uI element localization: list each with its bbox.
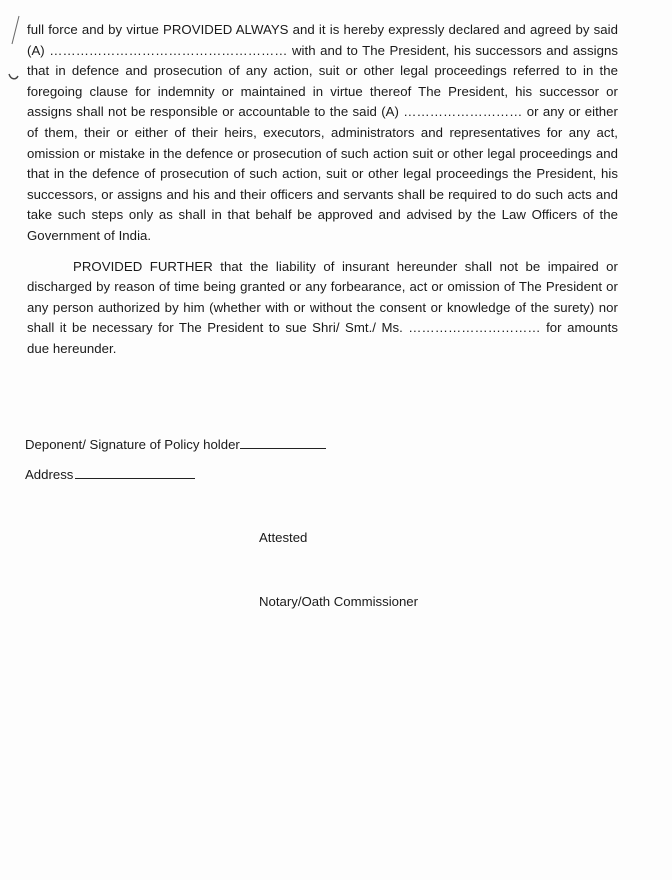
deponent-signature-line (240, 438, 326, 449)
address-row (25, 466, 195, 484)
address-label: Address (25, 467, 74, 482)
address-line (75, 468, 195, 479)
attested-label: Attested (259, 530, 308, 545)
paragraph-provided-always: full force and by virtue PROVIDED ALWAYS and it is hereby expressly declared and agreed by said (A) ……………………………………………… with and to The President, his successors and assigns that in defence and prosecution of any action, suit or other legal proceedings referred to in the foregoing clause for indemnity or maintained in virtue thereof The President, his successor or assigns shall not be responsible or accountable to the said (A) ……………………… or any or either of them, their or either of their heirs, executors, administrators and representatives for any act, omission or mistake in the defence or prosecution of such action suit or other legal proceedings and that in the defence of prosecution of such action, suit or other legal proceedings the President, his successors, or assigns and his and their officers and servants shall be required to do such acts and take such steps only as shall in that behalf be approved and advised by the Law Officers of the Government of India. (27, 22, 618, 243)
margin-pen-mark (6, 14, 22, 84)
notary-label: Notary/Oath Commissioner (259, 594, 419, 609)
deponent-signature-row (25, 436, 326, 454)
paragraph-provided-further: PROVIDED FURTHER that the liability of insurant hereunder shall not be impaired or discharged by reason of time being granted or any forbearance, act or omission of The President or any person authorized by him (whether with or without the consent or knowledge of the surety) nor shall it be necessary for The President to sue Shri/ Smt./ Ms. ………………………… for amounts due hereunder. (27, 258, 618, 356)
document-body (27, 20, 618, 360)
deponent-label: Deponent/ Signature of Policy holder (25, 437, 240, 452)
